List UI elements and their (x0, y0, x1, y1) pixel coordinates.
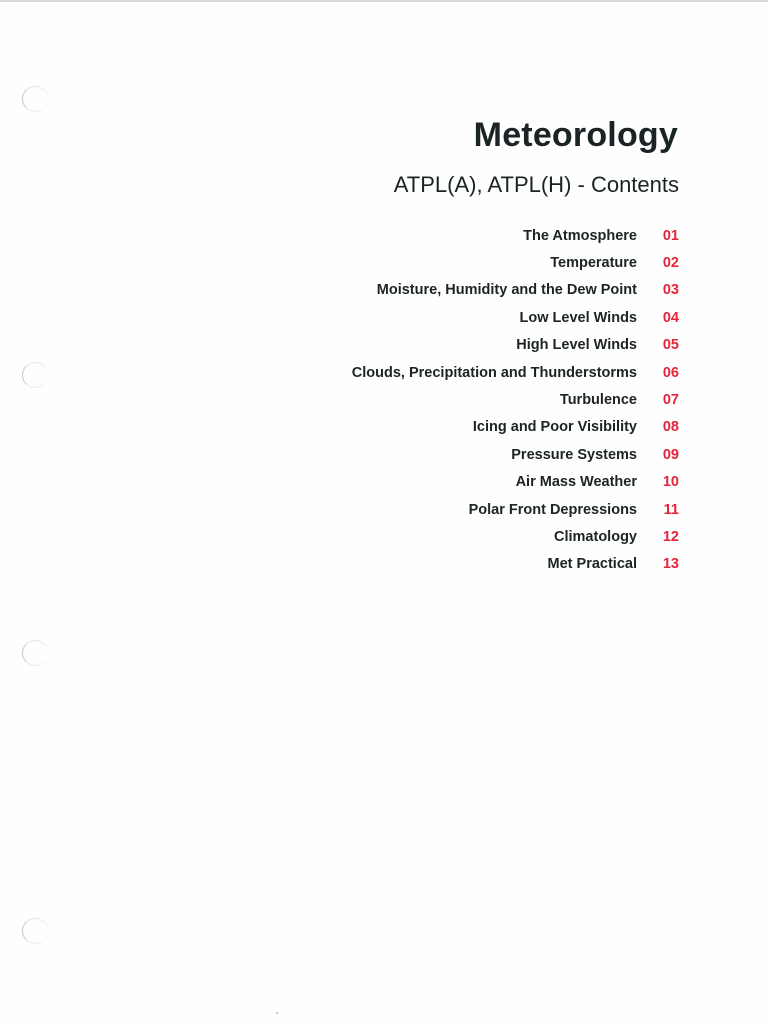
toc-entry-number: 10 (662, 474, 679, 491)
toc-entry[interactable] (352, 441, 679, 468)
toc-entry-number: 01 (662, 227, 679, 244)
toc-entry-label: Pressure Systems (511, 446, 637, 463)
toc-entry-label: Climatology (554, 528, 637, 545)
toc-entry-number: 07 (662, 392, 679, 409)
punch-hole-mark (22, 362, 48, 388)
toc-entry-label: Polar Front Depressions (468, 501, 637, 518)
toc-entry-number: 13 (662, 556, 679, 573)
toc-entry[interactable] (352, 277, 679, 304)
scan-speck (276, 1012, 278, 1014)
toc-entry-label: Clouds, Precipitation and Thunderstorms (351, 364, 637, 381)
toc-entry-number: 06 (662, 364, 679, 381)
toc-entry[interactable] (352, 551, 679, 578)
toc-entry-number: 02 (662, 255, 679, 272)
toc-entry-label: The Atmosphere (523, 227, 637, 244)
toc-entry-label: Air Mass Weather (515, 474, 637, 491)
punch-hole-mark (22, 640, 48, 666)
toc-entry-label: Turbulence (559, 392, 637, 409)
toc-entry-number: 08 (662, 419, 679, 436)
toc-entry[interactable] (352, 359, 679, 386)
toc-entry-label: Low Level Winds (519, 309, 637, 326)
toc-entry[interactable] (352, 249, 679, 276)
toc-entry[interactable] (352, 332, 679, 359)
toc-entry[interactable] (352, 222, 679, 249)
toc-entry-number: 05 (662, 337, 679, 354)
toc-entry-label: Moisture, Humidity and the Dew Point (376, 282, 637, 299)
document-title: Meteorology (473, 116, 678, 154)
toc-entry-label: Temperature (550, 255, 637, 272)
document-subtitle: ATPL(A), ATPL(H) - Contents (393, 172, 679, 197)
punch-hole-mark (22, 918, 48, 944)
toc-entry-number: 09 (662, 446, 679, 463)
toc-entry-number: 11 (663, 501, 679, 518)
punch-hole-mark (22, 86, 48, 112)
toc-entry[interactable] (352, 469, 679, 496)
toc-entry-number: 03 (662, 282, 679, 299)
toc-entry[interactable] (352, 523, 679, 550)
table-of-contents (352, 222, 679, 578)
toc-entry-label: Met Practical (547, 556, 637, 573)
toc-entry[interactable] (352, 414, 679, 441)
toc-entry[interactable] (352, 496, 679, 523)
page-top-edge (0, 0, 768, 2)
toc-entry[interactable] (352, 304, 679, 331)
toc-entry-number: 04 (662, 309, 679, 326)
toc-entry-number: 12 (662, 528, 679, 545)
toc-entry[interactable] (352, 386, 679, 413)
toc-entry-label: High Level Winds (516, 337, 637, 354)
toc-entry-label: Icing and Poor Visibility (472, 419, 637, 436)
